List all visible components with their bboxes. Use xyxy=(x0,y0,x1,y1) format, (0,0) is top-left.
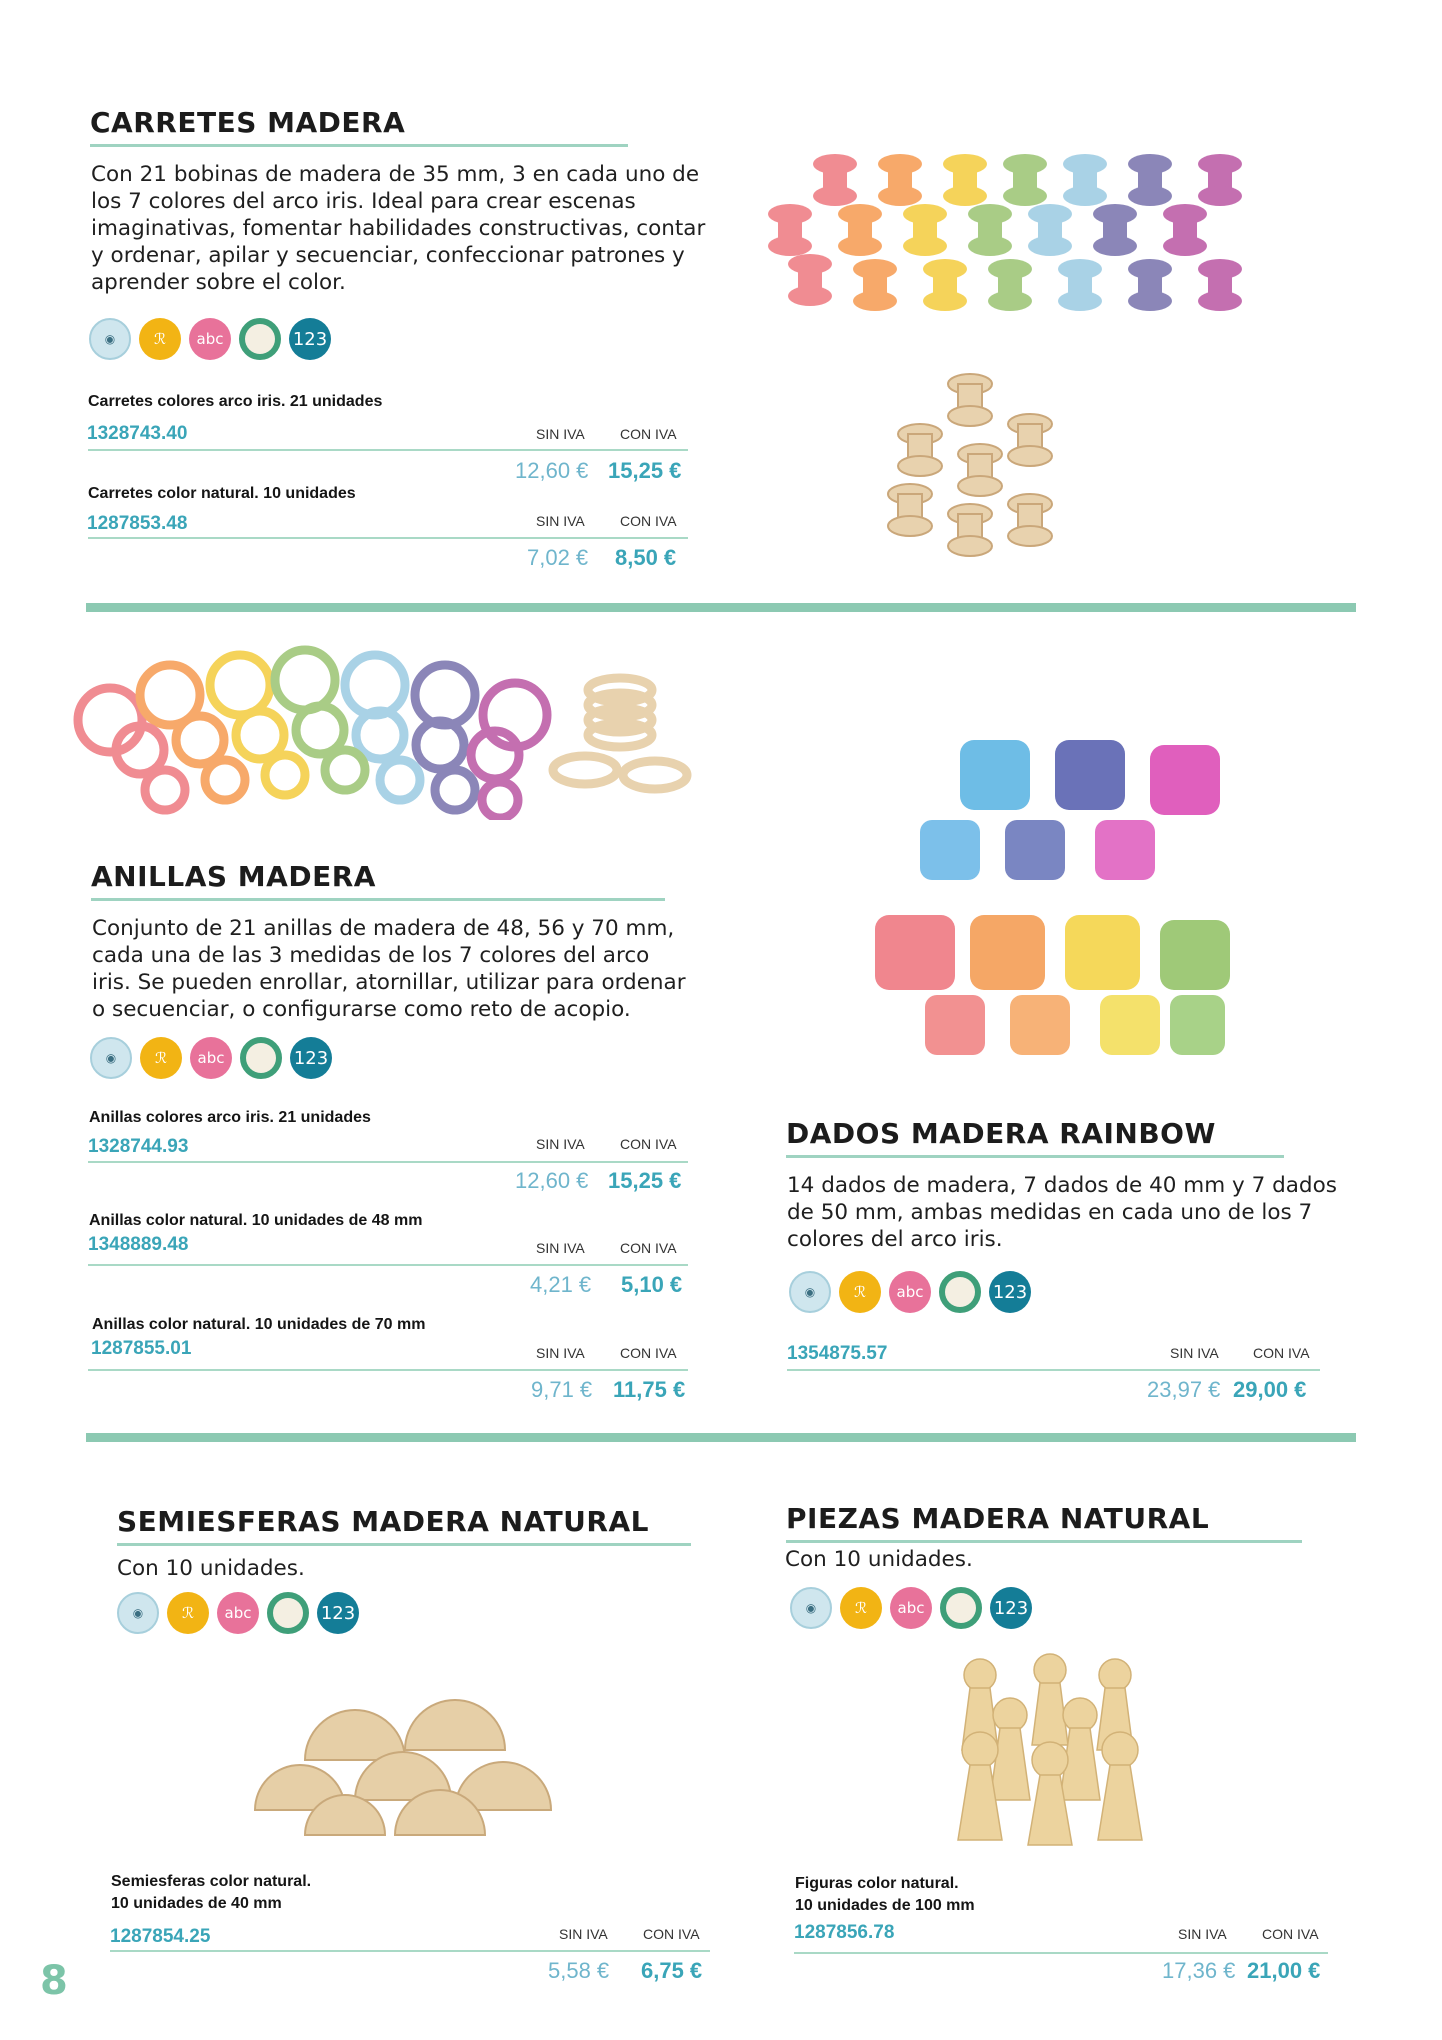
price-sin-iva: 23,97 € xyxy=(1147,1377,1221,1402)
price-con-iva: 15,25 € xyxy=(608,458,682,483)
language-abc-icon: abc xyxy=(189,318,231,360)
carretes-title-rule xyxy=(90,144,628,147)
price-con-iva: 5,10 € xyxy=(621,1272,683,1297)
product-code[interactable]: 1328744.93 xyxy=(88,1136,189,1157)
price-sin-iva: 17,36 € xyxy=(1162,1958,1236,1983)
math-123-icon: 123 xyxy=(317,1592,359,1634)
product-code[interactable]: 1348889.48 xyxy=(88,1234,189,1255)
product-rule xyxy=(88,537,688,539)
price-sin-iva: 12,60 € xyxy=(515,458,589,483)
motor-icon: ℛ xyxy=(839,1271,881,1313)
sin-iva-label: SIN IVA xyxy=(536,426,585,442)
math-123-icon: 123 xyxy=(989,1271,1031,1313)
semiesferas-description: Con 10 unidades. xyxy=(117,1556,305,1581)
anillas-title-rule xyxy=(91,898,665,901)
product-code[interactable]: 1287856.78 xyxy=(794,1922,895,1943)
product-code[interactable]: 1287853.48 xyxy=(87,513,188,534)
sin-iva-label: SIN IVA xyxy=(559,1926,608,1942)
product-rule xyxy=(88,449,688,451)
product-rule xyxy=(787,1369,1320,1371)
art-palette-icon xyxy=(940,1587,982,1629)
piezas-description: Con 10 unidades. xyxy=(785,1547,973,1572)
math-123-icon: 123 xyxy=(990,1587,1032,1629)
product-name: Carretes color natural. 10 unidades xyxy=(88,485,356,502)
wooden-figures-image xyxy=(940,1650,1160,1850)
carretes-title: CARRETES MADERA xyxy=(90,106,406,139)
con-iva-label: CON IVA xyxy=(620,513,677,529)
product-code[interactable]: 1287855.01 xyxy=(91,1338,192,1359)
rainbow-rings-image xyxy=(55,640,575,820)
sin-iva-label: SIN IVA xyxy=(536,1345,585,1361)
anillas-icon-row xyxy=(90,1037,332,1079)
rainbow-dice-image xyxy=(870,730,1240,1070)
product-name: Anillas color natural. 10 unidades de 70 mm xyxy=(92,1316,426,1333)
section-divider xyxy=(86,603,1356,612)
page-number: 8 xyxy=(40,1958,68,2004)
art-palette-icon xyxy=(939,1271,981,1313)
language-abc-icon: abc xyxy=(190,1037,232,1079)
dados-title: DADOS MADERA RAINBOW xyxy=(786,1117,1216,1150)
product-name: Carretes colores arco iris. 21 unidades xyxy=(88,393,383,410)
product-rule xyxy=(88,1264,688,1266)
semiesferas-icon-row xyxy=(117,1592,359,1634)
motor-icon: ℛ xyxy=(139,318,181,360)
language-abc-icon: abc xyxy=(890,1587,932,1629)
price-con-iva: 21,00 € xyxy=(1247,1958,1321,1983)
product-rule xyxy=(794,1952,1328,1954)
natural-spools-image xyxy=(860,360,1100,570)
product-rule xyxy=(88,1161,688,1163)
product-name-line2: 10 unidades de 40 mm xyxy=(111,1895,282,1912)
product-name-line2: 10 unidades de 100 mm xyxy=(795,1897,975,1914)
con-iva-label: CON IVA xyxy=(1262,1926,1319,1942)
art-palette-icon xyxy=(239,318,281,360)
product-name: Anillas colores arco iris. 21 unidades xyxy=(89,1109,371,1126)
dados-description: 14 dados de madera, 7 dados de 40 mm y 7 dados de 50 mm, ambas medidas en cada uno de los 7 colores del arco iris. xyxy=(787,1173,1337,1252)
math-123-icon: 123 xyxy=(290,1037,332,1079)
product-rule xyxy=(88,1369,688,1371)
sin-iva-label: SIN IVA xyxy=(536,1240,585,1256)
con-iva-label: CON IVA xyxy=(1253,1345,1310,1361)
price-con-iva: 11,75 € xyxy=(613,1377,686,1402)
carretes-description: Con 21 bobinas de madera de 35 mm, 3 en cada uno de los 7 colores del arco iris. Ideal para crear escenas imaginativas, fomentar habilidades constructivas, contar y ordenar, apilar y secuenciar, confeccionar patrones y aprender sobre el color. xyxy=(91,162,706,295)
semiesferas-title-rule xyxy=(117,1543,691,1546)
product-code[interactable]: 1287854.25 xyxy=(110,1926,211,1947)
art-palette-icon xyxy=(240,1037,282,1079)
product-name: Anillas color natural. 10 unidades de 48 mm xyxy=(89,1212,423,1229)
sin-iva-label: SIN IVA xyxy=(1170,1345,1219,1361)
attention-icon: ◉ xyxy=(117,1592,159,1634)
price-con-iva: 29,00 € xyxy=(1233,1377,1307,1402)
motor-icon: ℛ xyxy=(167,1592,209,1634)
price-sin-iva: 12,60 € xyxy=(515,1168,589,1193)
sin-iva-label: SIN IVA xyxy=(1178,1926,1227,1942)
hemispheres-image xyxy=(245,1690,565,1840)
price-sin-iva: 7,02 € xyxy=(527,545,589,570)
product-code[interactable]: 1328743.40 xyxy=(87,423,188,444)
art-palette-icon xyxy=(267,1592,309,1634)
piezas-title-rule xyxy=(786,1540,1302,1543)
dados-icon-row xyxy=(789,1271,1031,1313)
sin-iva-label: SIN IVA xyxy=(536,1136,585,1152)
attention-icon: ◉ xyxy=(790,1587,832,1629)
con-iva-label: CON IVA xyxy=(620,1345,677,1361)
math-123-icon: 123 xyxy=(289,318,331,360)
piezas-icon-row xyxy=(790,1587,1032,1629)
product-name-line1: Semiesferas color natural. xyxy=(111,1873,312,1890)
price-con-iva: 6,75 € xyxy=(641,1958,703,1983)
dados-title-rule xyxy=(786,1155,1284,1158)
semiesferas-title: SEMIESFERAS MADERA NATURAL xyxy=(117,1505,649,1538)
section-divider xyxy=(86,1433,1356,1442)
con-iva-label: CON IVA xyxy=(643,1926,700,1942)
product-code[interactable]: 1354875.57 xyxy=(787,1343,888,1364)
price-con-iva: 15,25 € xyxy=(608,1168,682,1193)
price-sin-iva: 5,58 € xyxy=(548,1958,610,1983)
language-abc-icon: abc xyxy=(217,1592,259,1634)
piezas-title: PIEZAS MADERA NATURAL xyxy=(786,1502,1210,1535)
rainbow-spools-image xyxy=(740,140,1280,330)
product-rule xyxy=(110,1950,710,1952)
anillas-description: Conjunto de 21 anillas de madera de 48, 56 y 70 mm, cada una de las 3 medidas de los 7 colores del arco iris. Se pueden enrollar, atornillar, utilizar para ordenar o secuenciar, o configurarse como reto de acopio. xyxy=(92,916,686,1022)
motor-icon: ℛ xyxy=(840,1587,882,1629)
con-iva-label: CON IVA xyxy=(620,426,677,442)
motor-icon: ℛ xyxy=(140,1037,182,1079)
sin-iva-label: SIN IVA xyxy=(536,513,585,529)
con-iva-label: CON IVA xyxy=(620,1240,677,1256)
price-sin-iva: 9,71 € xyxy=(531,1377,593,1402)
con-iva-label: CON IVA xyxy=(620,1136,677,1152)
attention-icon: ◉ xyxy=(789,1271,831,1313)
language-abc-icon: abc xyxy=(889,1271,931,1313)
attention-icon: ◉ xyxy=(90,1037,132,1079)
price-con-iva: 8,50 € xyxy=(615,545,677,570)
carretes-icon-row xyxy=(89,318,331,360)
price-sin-iva: 4,21 € xyxy=(530,1272,592,1297)
natural-rings-image xyxy=(545,665,705,805)
anillas-title: ANILLAS MADERA xyxy=(91,860,376,893)
product-name-line1: Figuras color natural. xyxy=(795,1875,959,1892)
attention-icon: ◉ xyxy=(89,318,131,360)
